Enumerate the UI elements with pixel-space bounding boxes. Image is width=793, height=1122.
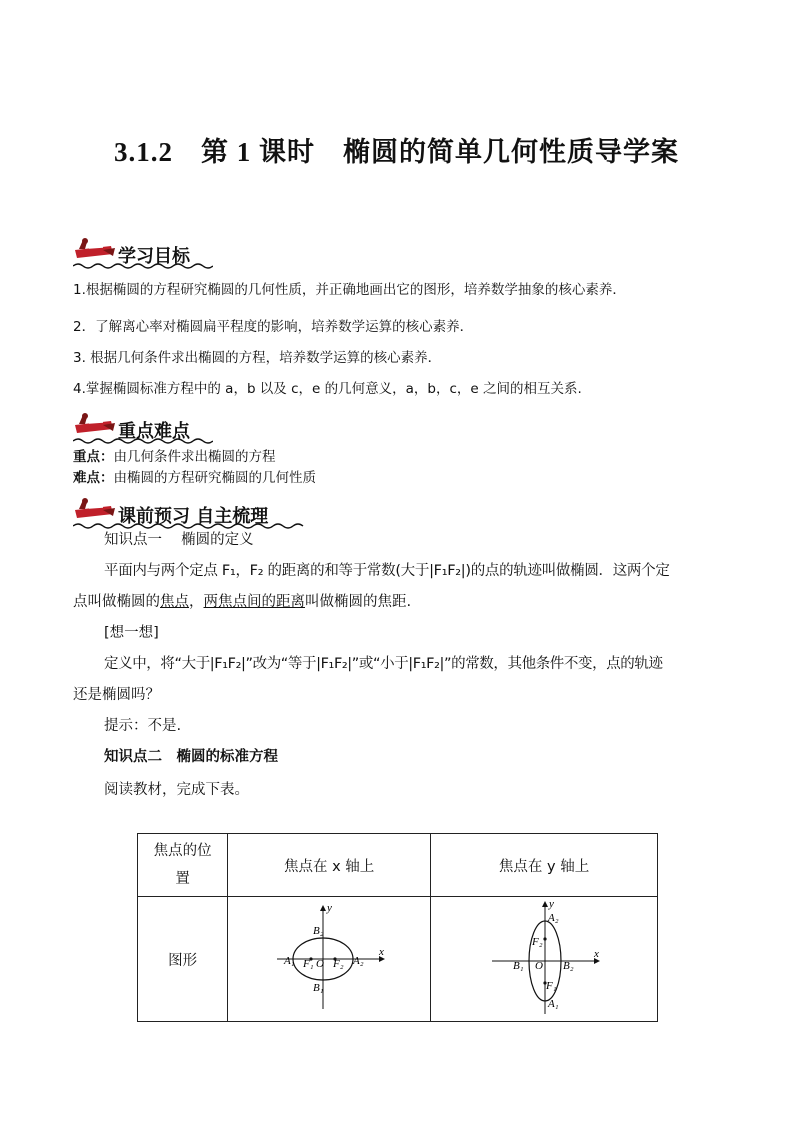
focus-label: 重点： [73,449,114,465]
standard-equation-table [137,833,658,1022]
pencil-badge-icon [73,236,117,262]
header-cell-focus-position: 焦点的位 置 [138,834,228,897]
hint-text: 提示：不是. [104,718,182,734]
table-row-figure [138,897,658,1022]
header-cell-x-axis: 焦点在 x 轴上 [228,834,431,897]
section-title: 课前预习 自主梳理 [118,506,269,527]
focus-point-f2 [543,937,546,940]
wave-underline [73,262,213,270]
ellipse-y-axis-diagram [434,897,654,1017]
label-origin: O [535,960,544,972]
label-x: x [379,946,385,958]
figure-cell-x-axis [228,897,431,1022]
section-title: 学习目标 [118,246,190,267]
figure-cell-y-axis [431,897,658,1022]
section-heading-preview [73,496,333,530]
label-f1: F₁ [546,980,557,992]
y-axis-arrow [542,901,548,907]
think-question-line-1: 定义中，将“大于|F₁F₂|”改为“等于|F₁F₂|”或“小于|F₁F₂|”的常数，其他条件不变，点的轨迹 [104,656,663,672]
k1-paragraph-line-2: 点叫做椭圆的焦点，两焦点间的距离叫做椭圆的焦距. [73,594,412,610]
table-header-row [138,834,658,897]
page-title: 3.1.2 第 1 课时 椭圆的简单几何性质导学案 [114,137,679,167]
header-cell-y-axis: 焦点在 y 轴上 [431,834,658,897]
pencil-badge-icon [73,496,117,522]
label-a1: A₁ [284,955,295,967]
wave-underline [73,437,213,445]
difficulty-label: 难点： [73,470,114,486]
k2-read-instruction: 阅读教材，完成下表。 [104,782,249,798]
label-f1: F₁ [303,958,314,970]
section-heading-objectives [73,236,273,270]
term-focal-distance: 两焦点间的距离 [203,594,305,610]
label-origin: O [316,958,325,970]
section-heading-keypoints [73,411,273,445]
label-a1: A₁ [548,998,559,1010]
label-b2: B₂ [313,925,324,937]
label-a2: A₂ [548,912,559,924]
row-label-figure: 图形 [138,897,228,1022]
think-question-line-2: 还是椭圆吗？ [73,687,160,703]
section-title: 重点难点 [118,421,190,442]
label-b2: B₂ [563,960,574,972]
label-f2: F₂ [333,958,344,970]
label-a2: A₂ [353,955,364,967]
label-y: y [327,902,333,914]
objective-item-3: 3. 根据几何条件求出椭圆的方程，培养数学运算的核心素养． [73,350,442,366]
pencil-badge-icon [73,411,117,437]
difficulty-text: 由椭圆的方程研究椭圆的几何性质 [113,470,316,486]
label-f2: F₂ [532,936,543,948]
term-focus: 焦点 [160,594,189,610]
objective-item-4: 4.掌握椭圆标准方程中的 a，b 以及 c，e 的几何意义，a，b，c，e 之间的相互关系. [73,381,582,397]
k1-paragraph-line-1: 平面内与两个定点 F₁，F₂ 的距离的和等于常数(大于|F₁F₂|)的点的轨迹叫做椭圆．这两个定 [104,563,670,579]
knowledge-1-title: 知识点一 椭圆的定义 [104,532,254,548]
knowledge-2-title: 知识点二 椭圆的标准方程 [104,749,278,765]
objective-item-2: 2．了解离心率对椭圆扁平程度的影响，培养数学运算的核心素养． [73,319,474,335]
objective-item-1: 1.根据椭圆的方程研究椭圆的几何性质，并正确地画出它的图形，培养数学抽象的核心素养． [73,282,626,298]
focus-line [73,445,276,465]
label-y: y [549,898,554,910]
label-x: x [594,948,599,960]
label-b1: B₁ [513,960,524,972]
y-axis-arrow [320,905,326,911]
think-label: [想一想] [104,625,159,641]
focus-text: 由几何条件求出椭圆的方程 [113,449,276,465]
ellipse-x-axis-diagram [229,897,429,1017]
label-b1: B₁ [313,982,324,994]
difficulty-line [73,466,316,486]
